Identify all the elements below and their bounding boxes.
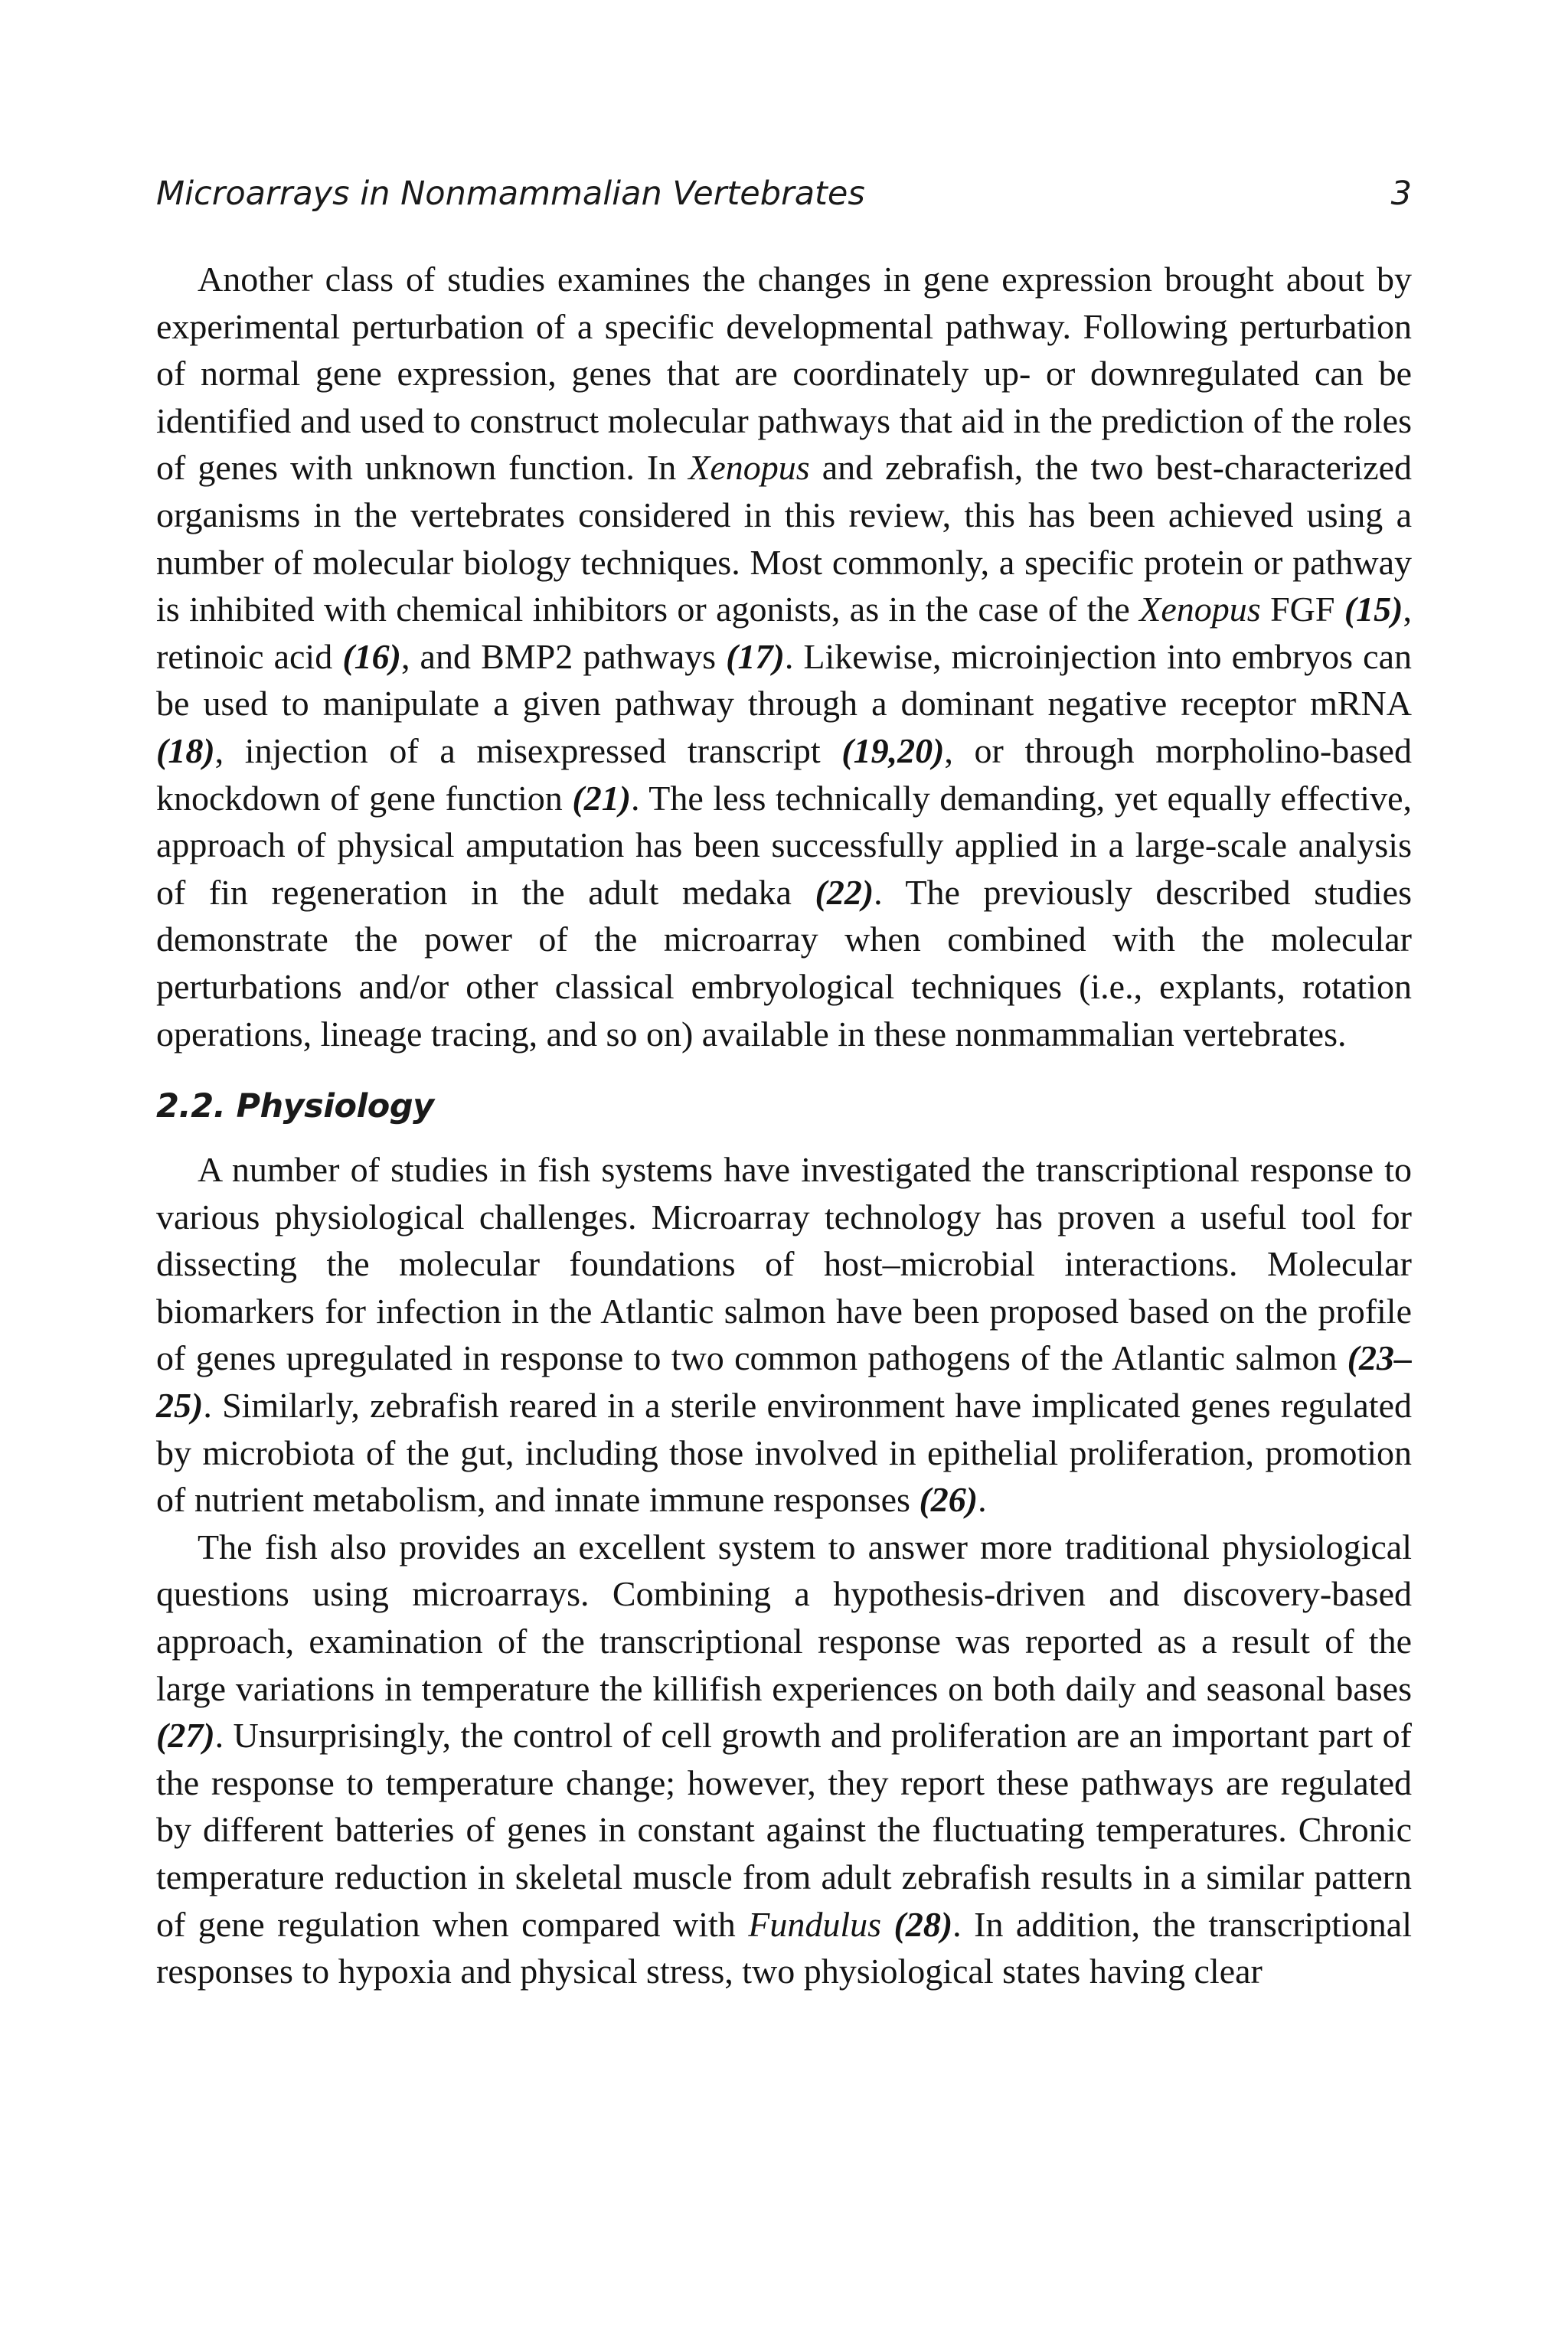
text-run: FGF (1260, 590, 1344, 629)
text-run: . Unsurprisingly, the control of cell growth and proliferation are an important part of the response to temperature change; however, they report these pathways are regulated by different batteries of genes in constant against the fluctuating temperatures. Chronic temperature reduction in skeletal muscle from adult zebrafish results in a similar pattern of gene regulation when compared with (156, 1716, 1412, 1944)
text-run: and zebrafish, the two best-characterized organisms in the vertebrates considered in this review, this has been achieved using a number of molecular biology techniques. Most commonly, a specific protein or pathway is inhibited with chemical inhibitors or agonists, as in the case of the (156, 448, 1413, 629)
section-title: Physiology (236, 1087, 434, 1126)
citation-ref: (22) (815, 872, 874, 912)
paragraph-physiology-intro (156, 1146, 1412, 1524)
text-run: . The previously described studies demonstrate the power of the microarray when combined with the molecular perturbations and/or other classical embryological techniques (i.e., explants, rotation operations, lineage tracing, and so on) available in these nonmammalian vertebrates. (156, 872, 1412, 1054)
citation-ref: (27) (156, 1716, 215, 1756)
running-head-title: Microarrays in Nonmammalian Vertebrates (156, 175, 865, 213)
text-run: Another class of studies examines the changes in gene expression brought about by experimental perturbation of a specific developmental pathway. Following perturbation of normal gene expression, genes that are coordinately up- or downregulated can be identified and used to construct molecular pathways that aid in the prediction of the roles of genes with unknown function. In (156, 260, 1412, 488)
running-head (156, 167, 1412, 220)
italic-term: Xenopus (1139, 590, 1261, 629)
citation-ref: (15) (1344, 590, 1403, 629)
paragraph-developmental-perturbation (156, 256, 1412, 1057)
citation-ref: (28) (893, 1904, 953, 1944)
citation-ref: (26) (919, 1480, 978, 1520)
text-run: . (978, 1480, 987, 1520)
text-run: A number of studies in fish systems have investigated the transcriptional response to various physiological challenges. Microarray technology has proven a useful tool for dissecting the molecular foundations of host–microbial interactions. Molecular biomarkers for infection in the Atlantic salmon have been proposed based on the profile of genes upregulated in response to two common pathogens of the Atlantic salmon (156, 1150, 1412, 1378)
citation-ref: (17) (726, 636, 785, 676)
paragraph-traditional-physiology (156, 1524, 1412, 1995)
citation-ref: (21) (572, 778, 632, 818)
text-run: , injection of a misexpressed transcript (214, 730, 842, 770)
text-run: , or through morpholino-based knockdown of gene function (156, 730, 1412, 818)
text-run: The fish also provides an excellent system to answer more traditional physiological questions using microarrays. Combining a hypothesis-driven and discovery-based approach, examination of the transcriptional response was reported as a result of the large variations in temperature the killifish experiences on both daily and seasonal bases (156, 1527, 1412, 1708)
citation-ref: (23–25) (156, 1338, 1412, 1426)
italic-term: Fundulus (748, 1904, 882, 1944)
text-run: . The less technically demanding, yet equally effective, approach of physical amputation has been successfully applied in a large-scale analysis of fin regeneration in the adult medaka (156, 778, 1412, 912)
citation-ref: (19,20) (841, 730, 945, 770)
text-run: , and BMP2 pathways (400, 636, 727, 676)
citation-ref: (18) (156, 730, 215, 770)
text-run: , retinoic acid (156, 590, 1412, 676)
section-heading (156, 1083, 1412, 1129)
citation-ref: (16) (342, 636, 401, 676)
page-number: 3 (1390, 175, 1412, 213)
italic-term: Xenopus (688, 448, 810, 488)
text-run: . Likewise, microinjection into embryos can be used to manipulate a given pathway through a dominant negative receptor mRNA (156, 636, 1412, 724)
section-number: 2.2. (156, 1087, 226, 1126)
text-run: . In addition, the transcriptional responses to hypoxia and physical stress, two physiological states having clear (156, 1904, 1413, 1991)
text-run: . Similarly, zebrafish reared in a sterile environment have implicated genes regulated by microbiota of the gut, including those involved in epithelial proliferation, promotion of nutrient metabolism, and innate immune responses (156, 1386, 1412, 1520)
body-text (156, 256, 1412, 1995)
text-run (881, 1905, 893, 1944)
